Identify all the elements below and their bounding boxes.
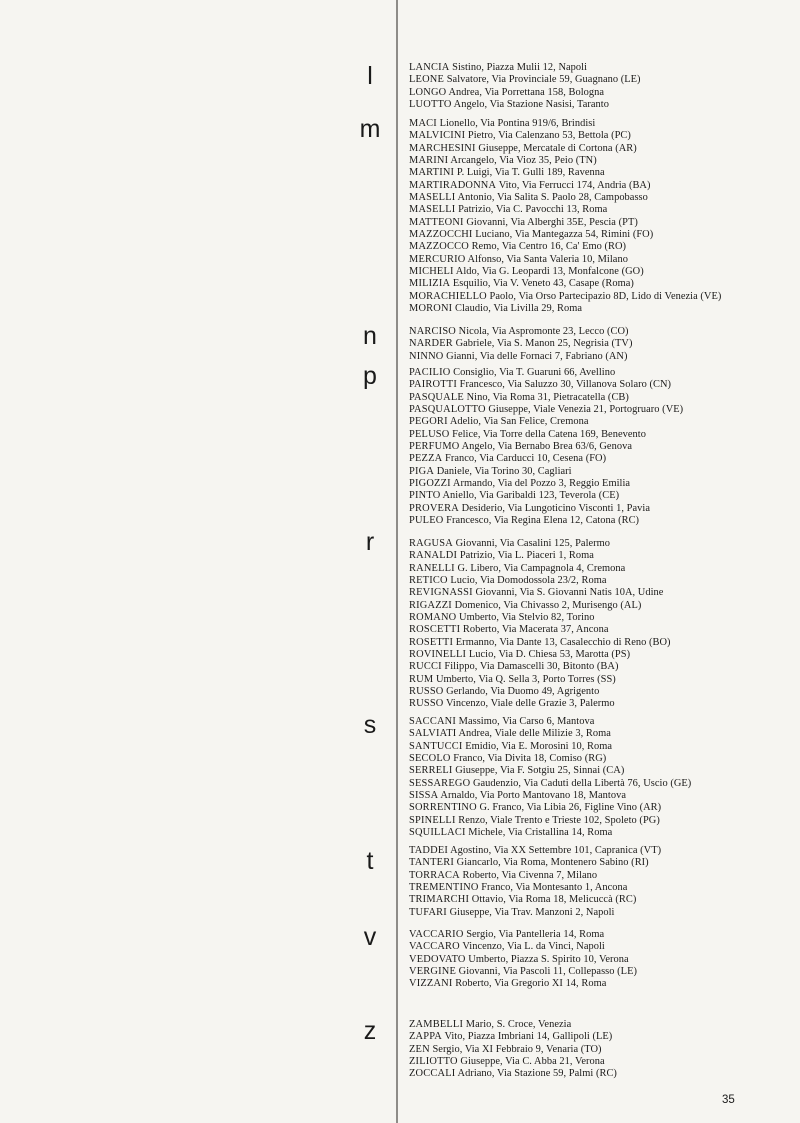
directory-entry xyxy=(409,728,691,740)
entry-details: Salvatore, Via Provinciale 59, Guagnano (LE) xyxy=(446,74,641,86)
directory-entry xyxy=(409,87,641,99)
entry-surname: MORONI xyxy=(409,303,453,315)
directory-entry xyxy=(409,74,641,86)
directory-entry xyxy=(409,254,721,266)
entry-details: Ottavio, Via Roma 18, Melicuccà (RC) xyxy=(471,894,637,906)
entry-details: Franco, Via Carducci 10, Cesena (FO) xyxy=(444,453,607,465)
entry-surname: REVIGNASSI xyxy=(409,587,473,599)
entry-details: Arcangelo, Via Vioz 35, Peio (TN) xyxy=(450,155,597,167)
entry-details: Roberto, Via Gregorio XI 14, Roma xyxy=(455,978,607,990)
directory-entry xyxy=(409,326,633,338)
directory-entry xyxy=(409,303,721,315)
directory-entry xyxy=(409,167,721,179)
directory-entry xyxy=(409,845,661,857)
directory-entry xyxy=(409,790,691,802)
entry-details: Agostino, Via XX Settembre 101, Capranica (VT) xyxy=(450,845,662,856)
entry-group-s xyxy=(409,716,691,839)
directory-entry xyxy=(409,741,691,753)
entry-details: Umberto, Via Q. Sella 3, Porto Torres (SS) xyxy=(435,673,616,685)
directory-entry xyxy=(409,612,671,624)
entry-details: Arnaldo, Via Porto Mantovano 18, Mantova xyxy=(440,790,626,802)
entry-details: Antonio, Via Salita S. Paolo 28, Campobasso xyxy=(457,192,648,204)
directory-entry xyxy=(409,217,721,229)
entry-surname: NARCISO xyxy=(409,326,457,337)
entry-details: Franco, Via Divita 18, Comiso (RG) xyxy=(453,753,607,765)
directory-entry xyxy=(409,204,721,216)
entry-details: Roberto, Via Macerata 37, Ancona xyxy=(462,624,609,636)
directory-entry xyxy=(409,765,691,777)
entry-surname: MALVICINI xyxy=(409,130,466,142)
entry-details: Nino, Via Roma 31, Pietracatella (CB) xyxy=(466,391,629,403)
directory-entry xyxy=(409,392,683,404)
directory-entry xyxy=(409,1068,617,1080)
entry-surname: MASELLI xyxy=(409,204,456,216)
entry-surname: SQUILLACI xyxy=(409,827,466,839)
entry-surname: RIGAZZI xyxy=(409,599,452,611)
entry-surname: MAZZOCCO xyxy=(409,241,469,253)
entry-surname: PINTO xyxy=(409,490,441,502)
entry-surname: MARTINI xyxy=(409,167,455,179)
entry-surname: RANELLI xyxy=(409,562,455,574)
entry-details: Lucio, Via D. Chiesa 53, Marotta (PS) xyxy=(468,649,631,661)
directory-entry xyxy=(409,503,683,515)
entry-details: Sergio, Via Pantelleria 14, Roma xyxy=(466,929,605,940)
directory-entry xyxy=(409,118,721,130)
entry-surname: ZAPPA xyxy=(409,1031,442,1043)
entry-surname: MORACHIELLO xyxy=(409,290,487,302)
directory-entry xyxy=(409,894,661,906)
entry-surname: RUCCI xyxy=(409,661,442,673)
section-letter-m: m xyxy=(359,115,381,143)
entry-details: Remo, Via Centro 16, Ca' Emo (RO) xyxy=(471,241,627,253)
entry-surname: ZAMBELLI xyxy=(409,1019,464,1030)
directory-entry xyxy=(409,978,637,990)
directory-entry xyxy=(409,941,637,953)
entry-details: Esquilio, Via V. Veneto 43, Casape (Roma) xyxy=(452,278,634,290)
entry-surname: PACILIO xyxy=(409,367,451,378)
entry-group-m xyxy=(409,118,721,316)
directory-entry xyxy=(409,241,721,253)
entry-surname: ZEN xyxy=(409,1043,430,1055)
entry-surname: MARCHESINI xyxy=(409,142,476,154)
entry-details: Roberto, Via Civenna 7, Milano xyxy=(462,869,598,881)
entry-surname: RETICO xyxy=(409,575,448,587)
directory-entry xyxy=(409,674,671,686)
entry-details: Pietro, Via Calenzano 53, Bettola (PC) xyxy=(467,130,631,142)
entry-details: Andrea, Viale delle Milizie 3, Roma xyxy=(458,728,611,740)
entry-surname: MARTIRADONNA xyxy=(409,179,497,191)
directory-entry xyxy=(409,62,641,74)
directory-entry xyxy=(409,954,637,966)
entry-details: Andrea, Via Porrettana 158, Bologna xyxy=(448,86,605,98)
directory-entry xyxy=(409,1056,617,1068)
entry-surname: ROMANO xyxy=(409,612,457,624)
directory-entry xyxy=(409,278,721,290)
directory-entry xyxy=(409,600,671,612)
directory-entry xyxy=(409,99,641,111)
entry-surname: RAGUSA xyxy=(409,538,453,549)
entry-surname: VACCARO xyxy=(409,941,460,953)
directory-entry xyxy=(409,453,683,465)
entry-surname: SACCANI xyxy=(409,716,457,727)
entry-details: Ermanno, Via Dante 13, Casalecchio di Reno (BO) xyxy=(455,636,671,648)
directory-entry xyxy=(409,966,637,978)
entry-surname: MATTEONI xyxy=(409,216,464,228)
entry-surname: PIGOZZI xyxy=(409,478,451,490)
entry-surname: SANTUCCI xyxy=(409,740,463,752)
entry-group-n xyxy=(409,326,633,363)
entry-surname: PULEO xyxy=(409,515,444,527)
entry-surname: ROVINELLI xyxy=(409,649,467,661)
entry-surname: PERFUMO xyxy=(409,441,460,453)
directory-entry xyxy=(409,143,721,155)
entry-surname: ZOCCALI xyxy=(409,1068,456,1080)
entry-details: Emidio, Via E. Morosini 10, Roma xyxy=(465,740,613,752)
entry-details: Aldo, Via G. Leopardi 13, Monfalcone (GO) xyxy=(455,266,644,278)
entry-details: Adriano, Via Stazione 59, Palmi (RC) xyxy=(457,1068,617,1080)
directory-entry xyxy=(409,367,683,379)
entry-details: Vincenzo, Viale delle Grazie 3, Palermo xyxy=(445,698,615,710)
directory-entry xyxy=(409,291,721,303)
directory-entry xyxy=(409,1019,617,1031)
page-number: 35 xyxy=(722,1094,735,1106)
entry-details: Armando, Via del Pozzo 3, Reggio Emilia xyxy=(452,478,631,490)
directory-entry xyxy=(409,550,671,562)
entry-details: Angelo, Via Stazione Nasisi, Taranto xyxy=(453,99,609,111)
entry-details: Umberto, Via Stelvio 82, Torino xyxy=(459,612,595,624)
entry-details: Renzo, Viale Trento e Trieste 102, Spoleto (PG) xyxy=(458,814,660,826)
directory-entry xyxy=(409,180,721,192)
entry-details: Giovanni, Via S. Giovanni Natis 10A, Udine xyxy=(475,587,664,599)
entry-surname: NINNO xyxy=(409,350,444,362)
directory-entry xyxy=(409,857,661,869)
directory-entry xyxy=(409,229,721,241)
entry-surname: LEONE xyxy=(409,74,445,86)
directory-entry xyxy=(409,379,683,391)
entry-details: Giovanni, Via Casalini 125, Palermo xyxy=(455,538,611,549)
directory-entry xyxy=(409,587,671,599)
section-letter-p: p xyxy=(363,362,377,390)
directory-entry xyxy=(409,416,683,428)
directory-entry xyxy=(409,130,721,142)
directory-entry xyxy=(409,698,671,710)
entry-surname: LONGO xyxy=(409,86,447,98)
entry-details: Massimo, Via Carso 6, Mantova xyxy=(458,716,595,727)
entry-surname: LUOTTO xyxy=(409,99,452,111)
entry-details: Franco, Via Montesanto 1, Ancona xyxy=(481,882,628,894)
entry-surname: SPINELLI xyxy=(409,814,456,826)
directory-entry xyxy=(409,778,691,790)
entry-surname: MAZZOCCHI xyxy=(409,229,473,241)
directory-entry xyxy=(409,815,691,827)
entry-details: Lionello, Via Pontina 919/6, Brindisi xyxy=(439,118,596,129)
directory-entry xyxy=(409,429,683,441)
entry-surname: SORRENTINO xyxy=(409,802,477,814)
entry-details: Giancarlo, Via Roma, Montenero Sabino (RI) xyxy=(456,857,649,869)
entry-details: Nicola, Via Aspromonte 23, Lecco (CO) xyxy=(458,326,629,337)
directory-entry xyxy=(409,637,671,649)
entry-surname: TREMENTINO xyxy=(409,882,479,894)
directory-entry xyxy=(409,1044,617,1056)
entry-details: Vito, Piazza Imbriani 14, Gallipoli (LE) xyxy=(444,1031,613,1043)
directory-entry xyxy=(409,870,661,882)
entry-surname: MERCURIO xyxy=(409,253,466,265)
entry-surname: VERGINE xyxy=(409,966,456,978)
section-letter-z: z xyxy=(363,1017,377,1045)
entry-details: Domenico, Via Chivasso 2, Murisengo (AL) xyxy=(454,599,642,611)
entry-details: Giuseppe, Via C. Abba 21, Verona xyxy=(460,1056,605,1068)
entry-surname: PEZZA xyxy=(409,453,443,465)
entry-surname: TANTERI xyxy=(409,857,455,869)
directory-entry xyxy=(409,441,683,453)
entry-details: P. Luigi, Via T. Gulli 189, Ravenna xyxy=(456,167,605,179)
directory-entry xyxy=(409,661,671,673)
entry-details: Luciano, Via Mantegazza 54, Rimini (FO) xyxy=(475,229,654,241)
entry-surname: MARINI xyxy=(409,155,449,167)
directory-entry xyxy=(409,802,691,814)
directory-entry xyxy=(409,716,691,728)
entry-surname: ZILIOTTO xyxy=(409,1056,458,1068)
section-letter-l: l xyxy=(367,62,373,90)
entry-details: Giovanni, Via Pascoli 11, Collepasso (LE) xyxy=(458,966,637,978)
entry-details: Adelio, Via San Felice, Cremona xyxy=(449,416,589,428)
entry-details: Claudio, Via Livilla 29, Roma xyxy=(455,303,583,315)
entry-details: Felice, Via Torre della Catena 169, Benevento xyxy=(452,428,646,440)
directory-entry xyxy=(409,515,683,527)
entry-details: Angelo, Via Bernabo Brea 63/6, Genova xyxy=(461,441,632,453)
directory-entry xyxy=(409,266,721,278)
entry-surname: RUSSO xyxy=(409,698,444,710)
entry-surname: PEGORI xyxy=(409,416,448,428)
entry-surname: PASQUALE xyxy=(409,391,464,403)
entry-details: Giuseppe, Via Trav. Manzoni 2, Napoli xyxy=(449,906,615,918)
entry-surname: ROSETTI xyxy=(409,636,454,648)
directory-entry xyxy=(409,155,721,167)
entry-surname: VIZZANI xyxy=(409,978,453,990)
section-letter-v: v xyxy=(363,923,377,951)
entry-surname: VACCARIO xyxy=(409,929,464,940)
entry-group-z xyxy=(409,1019,617,1081)
entry-details: G. Libero, Via Campagnola 4, Cremona xyxy=(457,562,626,574)
entry-surname: SESSAREGO xyxy=(409,777,471,789)
directory-entry xyxy=(409,538,671,550)
entry-details: Gabriele, Via S. Manon 25, Negrisia (TV) xyxy=(455,338,633,350)
entry-group-v xyxy=(409,929,637,991)
entry-details: Aniello, Via Garibaldi 123, Teverola (CE) xyxy=(442,490,620,502)
entry-group-l xyxy=(409,62,641,111)
entry-details: Gaudenzio, Via Caduti della Libertà 76, Uscio (GE) xyxy=(472,777,692,789)
entry-surname: PAIROTTI xyxy=(409,379,457,391)
entry-details: G. Franco, Via Libia 26, Figline Vino (AR) xyxy=(479,802,662,814)
entry-details: Gianni, Via delle Fornaci 7, Fabriano (AN) xyxy=(446,350,628,362)
directory-entry xyxy=(409,404,683,416)
entry-surname: VEDOVATO xyxy=(409,953,466,965)
vertical-rule xyxy=(396,0,398,1123)
entry-details: Patrizio, Via L. Piaceri 1, Roma xyxy=(459,550,594,562)
entry-details: Giuseppe, Viale Venezia 21, Portogruaro (VE) xyxy=(488,404,684,416)
entry-details: Gerlando, Via Duomo 49, Agrigento xyxy=(446,686,600,698)
entry-details: Vito, Via Ferrucci 174, Andria (BA) xyxy=(498,179,651,191)
section-letter-n: n xyxy=(363,322,377,350)
entry-surname: PASQUALOTTO xyxy=(409,404,486,416)
entry-details: Francesco, Via Saluzzo 30, Villanova Solaro (CN) xyxy=(459,379,672,391)
entry-surname: NARDER xyxy=(409,338,453,350)
entry-surname: SECOLO xyxy=(409,753,451,765)
entry-surname: MILIZIA xyxy=(409,278,451,290)
entry-details: Paolo, Via Orso Partecipazio 8D, Lido di Venezia (VE) xyxy=(489,290,722,302)
entry-surname: PROVERA xyxy=(409,502,459,514)
directory-entry xyxy=(409,624,671,636)
entry-surname: TRIMARCHI xyxy=(409,894,470,906)
entry-details: Desiderio, Via Lungoticino Visconti 1, Pavia xyxy=(461,502,651,514)
entry-details: Francesco, Via Regina Elena 12, Catona (RC) xyxy=(446,515,640,527)
directory-entry xyxy=(409,490,683,502)
entry-details: Consiglio, Via T. Guaruni 66, Avellino xyxy=(453,367,616,378)
entry-surname: SERRELI xyxy=(409,765,453,777)
directory-entry xyxy=(409,1031,617,1043)
entry-details: Patrizio, Via C. Pavocchi 13, Roma xyxy=(458,204,608,216)
entry-details: Alfonso, Via Santa Valeria 10, Milano xyxy=(467,253,628,265)
entry-details: Daniele, Via Torino 30, Cagliari xyxy=(436,465,572,477)
entry-surname: ROSCETTI xyxy=(409,624,461,636)
directory-entry xyxy=(409,753,691,765)
section-letter-t: t xyxy=(366,847,374,875)
entry-details: Filippo, Via Damascelli 30, Bitonto (BA) xyxy=(444,661,619,673)
entry-group-r xyxy=(409,538,671,711)
entry-surname: RUM xyxy=(409,673,434,685)
section-letter-r: r xyxy=(365,528,375,556)
directory-entry xyxy=(409,466,683,478)
entry-details: Giovanni, Via Alberghi 35E, Pescia (PT) xyxy=(466,216,638,228)
entry-details: Sergio, Via XI Febbraio 9, Venaria (TO) xyxy=(432,1043,602,1055)
entry-surname: RUSSO xyxy=(409,686,444,698)
entry-surname: SALVIATI xyxy=(409,728,457,740)
entry-surname: TADDEI xyxy=(409,845,449,856)
entry-details: Mario, S. Croce, Venezia xyxy=(465,1019,572,1030)
entry-surname: LANCIA xyxy=(409,62,450,73)
entry-surname: PIGA xyxy=(409,465,435,477)
directory-entry xyxy=(409,827,691,839)
entry-surname: MICHELI xyxy=(409,266,454,278)
directory-entry xyxy=(409,649,671,661)
directory-entry xyxy=(409,686,671,698)
directory-entry xyxy=(409,351,633,363)
section-letter-s: s xyxy=(363,711,377,739)
directory-entry xyxy=(409,478,683,490)
entry-details: Giuseppe, Via F. Sotgiu 25, Sinnai (CA) xyxy=(455,765,625,777)
entry-group-t xyxy=(409,845,661,919)
directory-entry xyxy=(409,575,671,587)
entry-details: Lucio, Via Domodossola 23/2, Roma xyxy=(450,575,607,587)
entry-details: Sistino, Piazza Mulii 12, Napoli xyxy=(452,62,588,73)
directory-entry xyxy=(409,907,661,919)
directory-entry xyxy=(409,338,633,350)
entry-surname: TUFARI xyxy=(409,906,447,918)
entry-surname: MACI xyxy=(409,118,437,129)
entry-surname: SISSA xyxy=(409,790,439,802)
directory-entry xyxy=(409,882,661,894)
entry-details: Umberto, Piazza S. Spirito 10, Verona xyxy=(468,953,629,965)
directory-entry xyxy=(409,192,721,204)
directory-entry xyxy=(409,563,671,575)
entry-details: Michele, Via Cristallina 14, Roma xyxy=(468,827,613,839)
entry-surname: TORRACA xyxy=(409,869,460,881)
entry-group-p xyxy=(409,367,683,527)
directory-entry xyxy=(409,929,637,941)
entry-surname: RANALDI xyxy=(409,550,458,562)
entry-details: Giuseppe, Mercatale di Cortona (AR) xyxy=(478,142,637,154)
entry-surname: MASELLI xyxy=(409,192,456,204)
entry-details: Vincenzo, Via L. da Vinci, Napoli xyxy=(462,941,605,953)
entry-surname: PELUSO xyxy=(409,428,450,440)
